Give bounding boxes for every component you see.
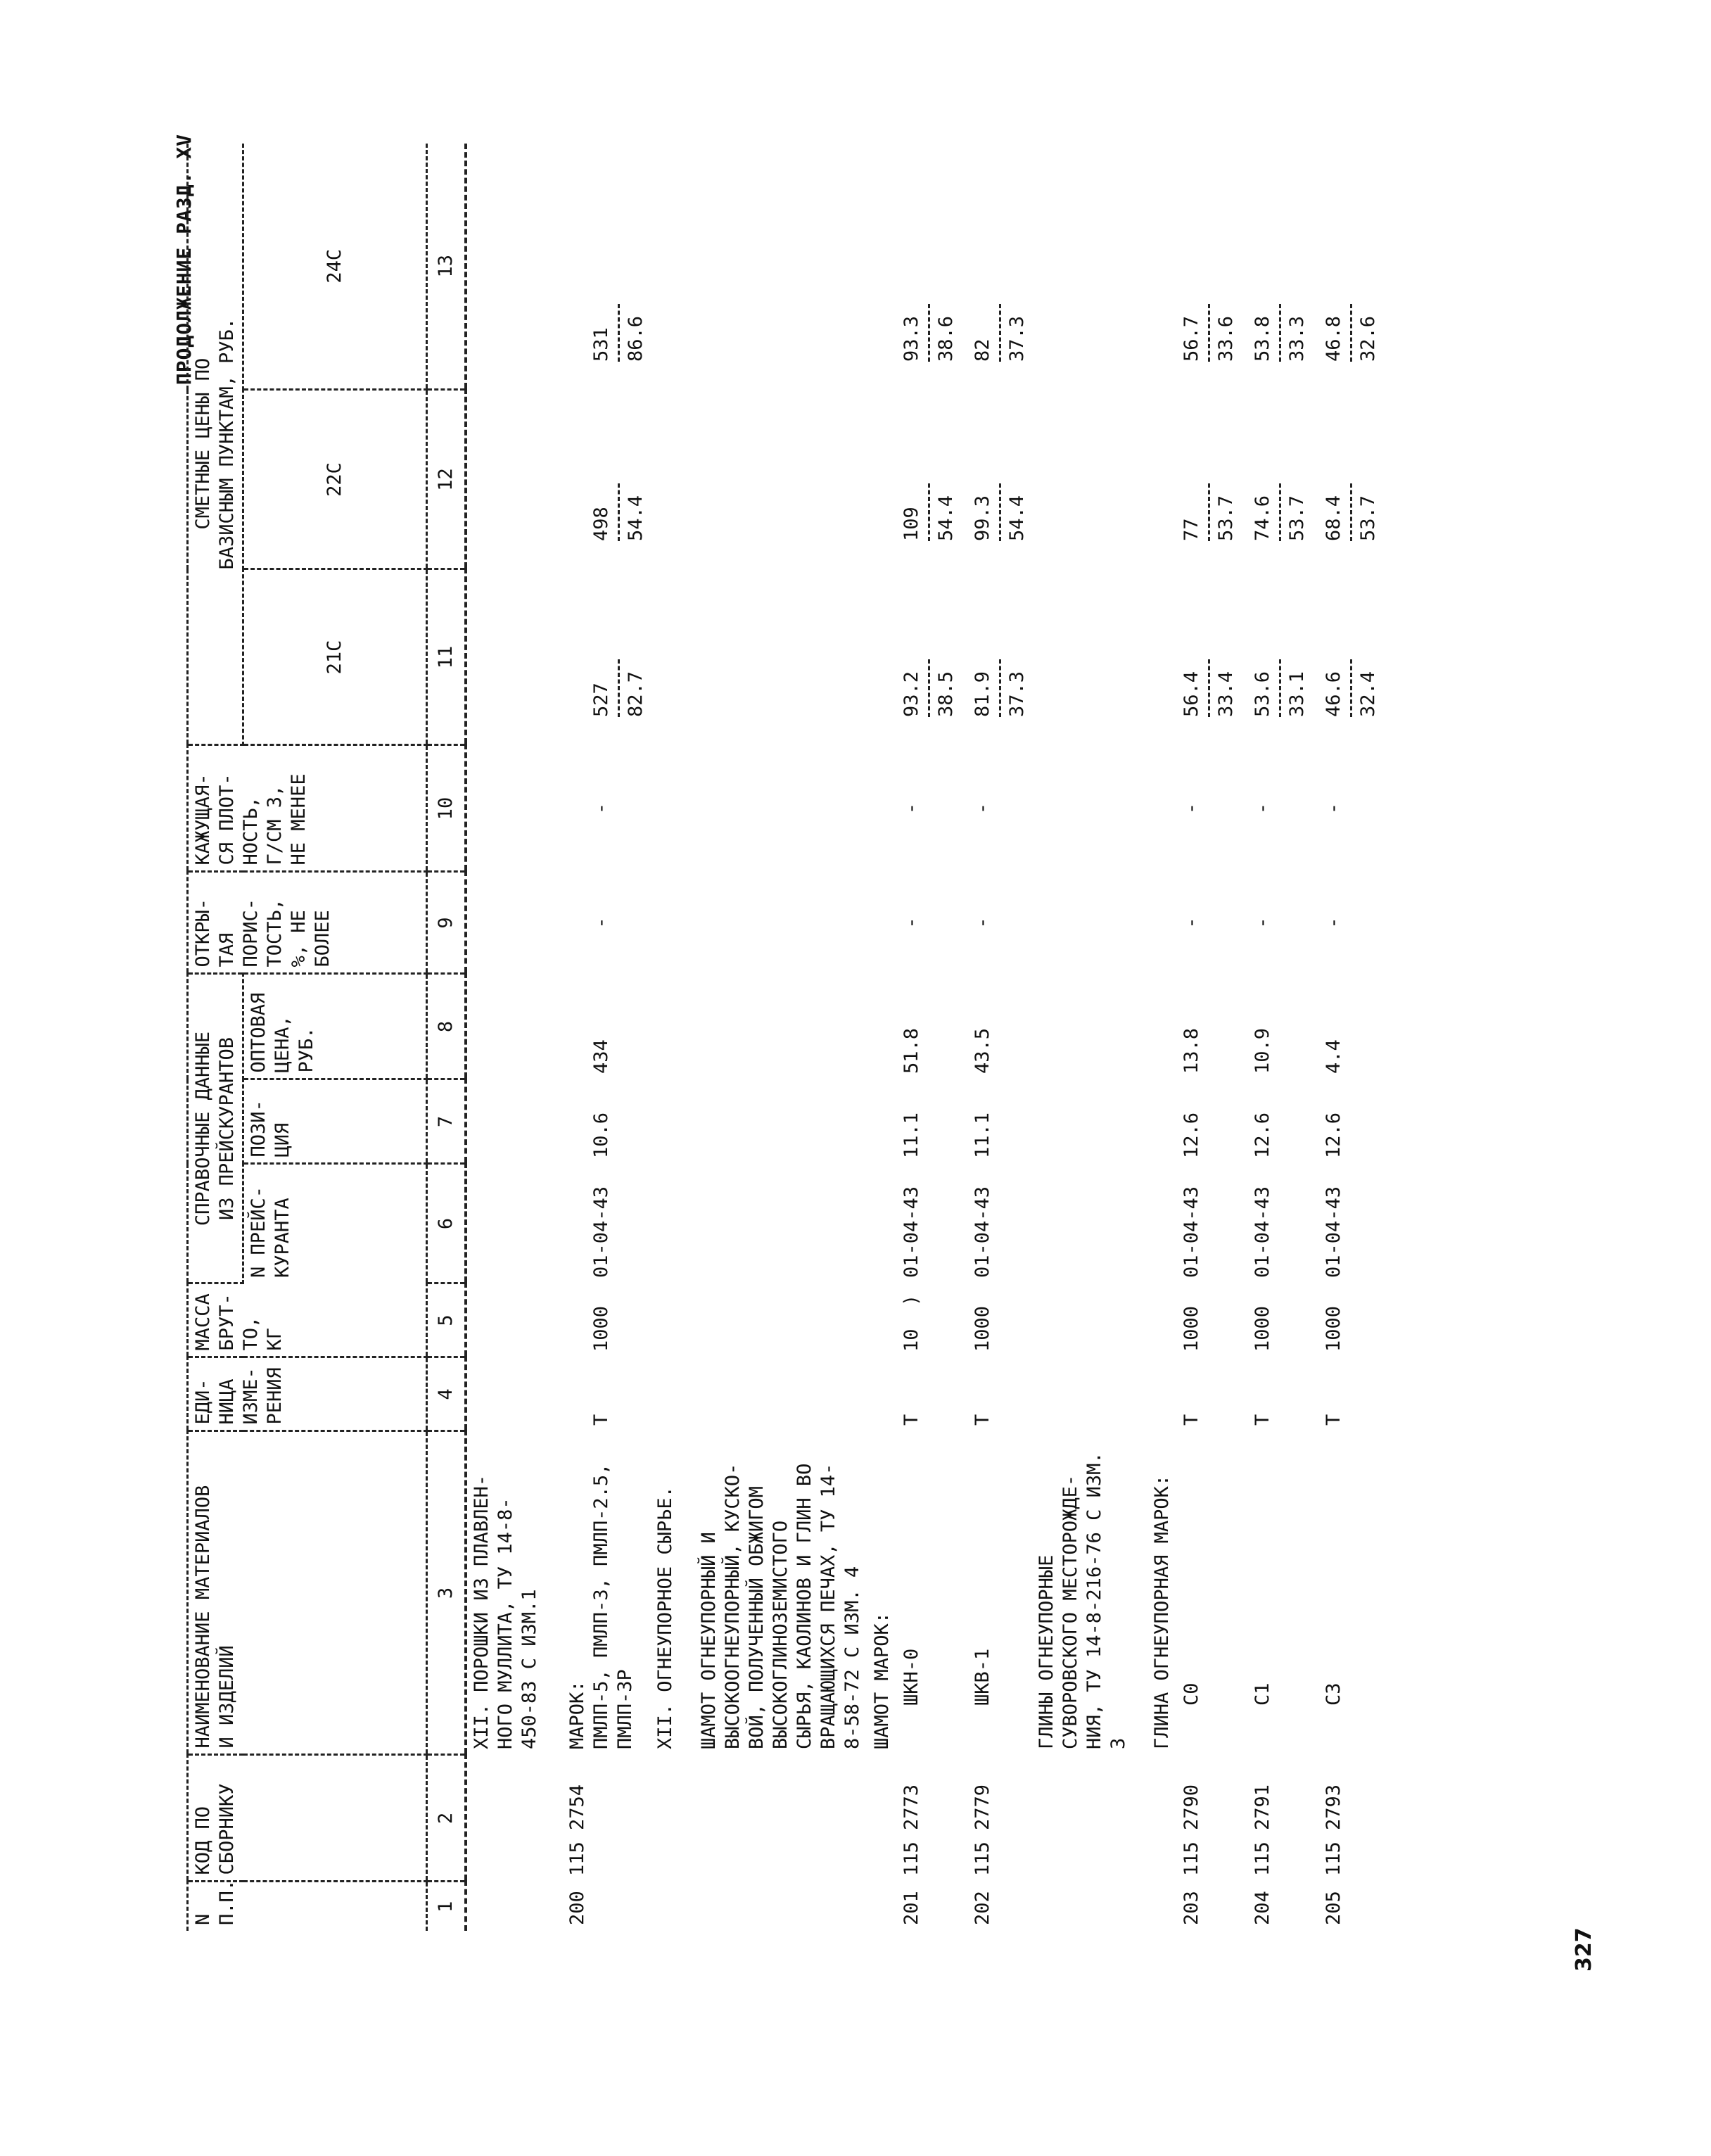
price-22c <box>897 390 961 569</box>
price-24c-top: 46.8 <box>1323 315 1344 362</box>
row-porosity: - <box>1252 917 1273 929</box>
col-header-24c: 24С <box>243 144 427 390</box>
price-22c-top: 74.6 <box>1252 495 1273 541</box>
price-21c-top: 81.9 <box>972 671 993 717</box>
row-density: - <box>1252 802 1273 815</box>
row-pricelist: 01-04-43 <box>1181 1186 1202 1278</box>
table-body <box>466 144 1383 1931</box>
row-porosity: - <box>590 917 612 929</box>
row-unit: Т <box>972 1414 993 1426</box>
row-wholesale: 43.5 <box>972 1027 993 1074</box>
row-density: - <box>901 802 922 815</box>
price-24c-bottom: 37.3 <box>1006 315 1028 362</box>
section-subtitle: ГЛИНА ОГНЕУПОРНАЯ МАРОК: <box>1151 1474 1173 1749</box>
section-header: ПРОДОЛЖЕНИЕ РАЗД. XV <box>172 134 196 386</box>
table-row <box>1312 144 1383 1931</box>
price-21c <box>1177 569 1241 745</box>
section-title: XII. ПОРОШКИ ИЗ ПЛАВЛЕН- НОГО МУЛЛИТА, ТУ 14-8- 450-83 С ИЗМ.1 <box>471 1474 540 1749</box>
price-22c-bottom: 54.4 <box>935 495 957 541</box>
rotated-page <box>28 28 1683 2128</box>
section-row <box>466 144 545 1931</box>
price-22c-top: 77 <box>1181 518 1202 541</box>
row-position: 12.6 <box>1252 1112 1273 1158</box>
col-header-n: N П.П. <box>188 1882 427 1931</box>
row-porosity: - <box>972 917 993 929</box>
price-21c-top: 46.6 <box>1323 671 1344 717</box>
row-name: ШКН-0 <box>901 1648 922 1706</box>
col-header-pricelist: N ПРЕЙС- КУРАНТА <box>243 1164 427 1283</box>
row-unit: Т <box>1181 1414 1202 1426</box>
price-21c-top: 53.6 <box>1252 671 1273 717</box>
price-22c-bottom: 54.4 <box>1006 495 1028 541</box>
col-number: 10 <box>427 745 466 872</box>
row-mass: 1000 <box>972 1305 993 1352</box>
col-number: 4 <box>427 1357 466 1431</box>
price-24c-bottom: 33.3 <box>1286 315 1308 362</box>
col-number: 1 <box>427 1882 466 1931</box>
price-24c <box>545 144 651 390</box>
row-mass: 1000 <box>1323 1305 1344 1352</box>
row-unit: Т <box>1323 1414 1344 1426</box>
price-24c <box>897 144 961 390</box>
row-position: 11.1 <box>972 1112 993 1158</box>
row-mass: 1000 <box>1181 1305 1202 1352</box>
price-24c-top: 93.3 <box>901 315 922 362</box>
price-21c-bottom: 32.4 <box>1357 671 1379 717</box>
col-header-unit: ЕДИ- НИЦА ИЗМЕ- РЕНИЯ <box>188 1357 427 1431</box>
row-number: 201 <box>901 1891 922 1925</box>
row-wholesale: 4.4 <box>1323 1039 1344 1074</box>
row-density: - <box>1181 802 1202 815</box>
price-24c-top: 82 <box>972 338 993 362</box>
row-mass: 1000 <box>1252 1305 1273 1352</box>
price-22c-top: 498 <box>590 507 612 541</box>
price-table <box>186 144 1383 1931</box>
section-description: ШАМОТ ОГНЕУПОРНЫЙ И ВЫСОКООГНЕУПОРНЫЙ, КУСКО- ВОЙ, ПОЛУЧЕННЫЙ ОБЖИГОМ ВЫСОКОГЛИНОЗЕМИСТОГО СЫРЬЯ, КАОЛИНОВ И ГЛИН ВО ВРАЩАЮЩИХСЯ ПЕЧАХ, ТУ 14- 8-58-72 С ИЗМ. 4 <box>698 1463 863 1749</box>
price-21c <box>545 569 651 745</box>
col-header-name: НАИМЕНОВАНИЕ МАТЕРИАЛОВ И ИЗДЕЛИЙ <box>188 1431 427 1755</box>
price-21c-bottom: 33.1 <box>1286 671 1308 717</box>
price-21c <box>1312 569 1383 745</box>
price-24c <box>961 144 1032 390</box>
price-24c-top: 531 <box>590 327 612 362</box>
price-22c <box>1241 390 1312 569</box>
col-header-22c: 22С <box>243 390 427 569</box>
row-code: 115 2754 <box>566 1784 588 1876</box>
row-code: 115 2779 <box>972 1784 993 1876</box>
row-wholesale: 13.8 <box>1181 1027 1202 1074</box>
row-porosity: - <box>1323 917 1344 929</box>
table-row <box>1241 144 1312 1931</box>
table-row <box>1177 144 1241 1931</box>
price-22c-bottom: 53.7 <box>1286 495 1308 541</box>
row-number: 203 <box>1181 1891 1202 1925</box>
price-22c <box>1177 390 1241 569</box>
row-number: 205 <box>1323 1891 1344 1925</box>
row-pricelist: 01-04-43 <box>972 1186 993 1278</box>
price-22c <box>1312 390 1383 569</box>
price-24c-bottom: 32.6 <box>1357 315 1379 362</box>
col-number: 3 <box>427 1431 466 1755</box>
group-header-reference: СПРАВОЧНЫЕ ДАННЫЕ ИЗ ПРЕЙСКУРАНТОВ <box>188 974 243 1283</box>
price-21c <box>961 569 1032 745</box>
row-name: ШКВ-1 <box>972 1648 993 1706</box>
price-24c-bottom: 86.6 <box>625 315 647 362</box>
row-code: 115 2773 <box>901 1784 922 1876</box>
row-density: - <box>1323 802 1344 815</box>
price-22c-top: 99.3 <box>972 495 993 541</box>
price-24c <box>1312 144 1383 390</box>
row-position: 11.1 <box>901 1112 922 1158</box>
table-header <box>188 144 466 1931</box>
table-row <box>545 144 651 1931</box>
price-21c <box>897 569 961 745</box>
col-header-wholesale: ОПТОВАЯ ЦЕНА, РУБ. <box>243 974 427 1079</box>
col-header-code: КОД ПО СБОРНИКУ <box>188 1755 427 1882</box>
row-pricelist: 01-04-43 <box>1252 1186 1273 1278</box>
section-row <box>1032 144 1133 1931</box>
row-porosity: - <box>901 917 922 929</box>
col-number: 7 <box>427 1079 466 1164</box>
price-22c-bottom: 53.7 <box>1215 495 1237 541</box>
row-name: МАРОК: ПМЛП-5, ПМЛП-3, ПМЛП-2.5, ПМЛП-3Р <box>566 1463 636 1749</box>
row-name: С0 <box>1181 1682 1202 1706</box>
price-21c-top: 56.4 <box>1181 671 1202 717</box>
row-position: 10.6 <box>590 1112 612 1158</box>
row-density: - <box>590 802 612 815</box>
price-22c-bottom: 53.7 <box>1357 495 1379 541</box>
group-header-prices: СМЕТНЫЕ ЦЕНЫ ПО БАЗИСНЫМ ПУНКТАМ, РУБ. <box>188 144 243 745</box>
price-24c <box>1241 144 1312 390</box>
row-mass: 1000 <box>590 1305 612 1352</box>
price-24c-top: 56.7 <box>1181 315 1202 362</box>
col-number: 9 <box>427 872 466 974</box>
section-row <box>867 144 897 1931</box>
row-unit: Т <box>590 1414 612 1426</box>
col-number: 2 <box>427 1755 466 1882</box>
price-22c-top: 68.4 <box>1323 495 1344 541</box>
price-24c <box>1177 144 1241 390</box>
col-number: 8 <box>427 974 466 1079</box>
price-21c-top: 527 <box>590 683 612 717</box>
table-row <box>961 144 1032 1931</box>
col-header-mass: МАССА БРУТ- ТО, КГ <box>188 1283 427 1357</box>
price-21c-bottom: 33.4 <box>1215 671 1237 717</box>
row-number: 202 <box>972 1891 993 1925</box>
price-24c-top: 53.8 <box>1252 315 1273 362</box>
price-21c <box>1241 569 1312 745</box>
row-pricelist: 01-04-43 <box>1323 1186 1344 1278</box>
row-name: С3 <box>1323 1682 1344 1706</box>
section-subtitle: ШАМОТ МАРОК: <box>871 1611 893 1749</box>
row-wholesale: 434 <box>590 1039 612 1074</box>
col-header-21c: 21С <box>243 569 427 745</box>
table-row <box>897 144 961 1931</box>
col-number: 13 <box>427 144 466 390</box>
row-mass: 10 ) <box>901 1294 922 1352</box>
col-number: 5 <box>427 1283 466 1357</box>
page-number: 327 <box>1572 1927 1596 1972</box>
price-21c-bottom: 37.3 <box>1006 671 1028 717</box>
row-wholesale: 51.8 <box>901 1027 922 1074</box>
price-21c-bottom: 82.7 <box>625 671 647 717</box>
row-pricelist: 01-04-43 <box>590 1186 612 1278</box>
row-number: 204 <box>1252 1891 1273 1925</box>
col-header-density: КАЖУЩАЯ- СЯ ПЛОТ- НОСТЬ, Г/СМ 3, НЕ МЕНЕЕ <box>188 745 427 872</box>
price-21c-top: 93.2 <box>901 671 922 717</box>
row-number: 200 <box>566 1891 588 1925</box>
row-position: 12.6 <box>1323 1112 1344 1158</box>
row-pricelist: 01-04-43 <box>901 1186 922 1278</box>
row-porosity: - <box>1181 917 1202 929</box>
row-code: 115 2790 <box>1181 1784 1202 1876</box>
row-position: 12.6 <box>1181 1112 1202 1158</box>
row-density: - <box>972 802 993 815</box>
row-name: С1 <box>1252 1682 1273 1706</box>
col-header-position: ПОЗИ- ЦИЯ <box>243 1079 427 1164</box>
col-number: 11 <box>427 569 466 745</box>
col-number: 12 <box>427 390 466 569</box>
price-21c-bottom: 38.5 <box>935 671 957 717</box>
section-row <box>680 144 867 1931</box>
price-24c-bottom: 33.6 <box>1215 315 1237 362</box>
price-24c-bottom: 38.6 <box>935 315 957 362</box>
section-title: XII. ОГНЕУПОРНОЕ СЫРЬЕ. <box>654 1486 676 1749</box>
row-wholesale: 10.9 <box>1252 1027 1273 1074</box>
price-22c-top: 109 <box>901 507 922 541</box>
col-number: 6 <box>427 1164 466 1283</box>
row-unit: Т <box>901 1414 922 1426</box>
price-22c <box>545 390 651 569</box>
section-title: ГЛИНЫ ОГНЕУПОРНЫЕ СУВОРОВСКОГО МЕСТОРОЖДЕ- НИЯ, ТУ 14-8-216-76 С ИЗМ. 3 <box>1036 1452 1129 1749</box>
price-22c-bottom: 54.4 <box>625 495 647 541</box>
section-row <box>651 144 680 1931</box>
section-row <box>1133 144 1177 1931</box>
row-unit: Т <box>1252 1414 1273 1426</box>
price-22c <box>961 390 1032 569</box>
row-code: 115 2791 <box>1252 1784 1273 1876</box>
row-code: 115 2793 <box>1323 1784 1344 1876</box>
col-header-porosity: ОТКРЫ- ТАЯ ПОРИС- ТОСТЬ, %, НЕ БОЛЕЕ <box>188 872 427 974</box>
